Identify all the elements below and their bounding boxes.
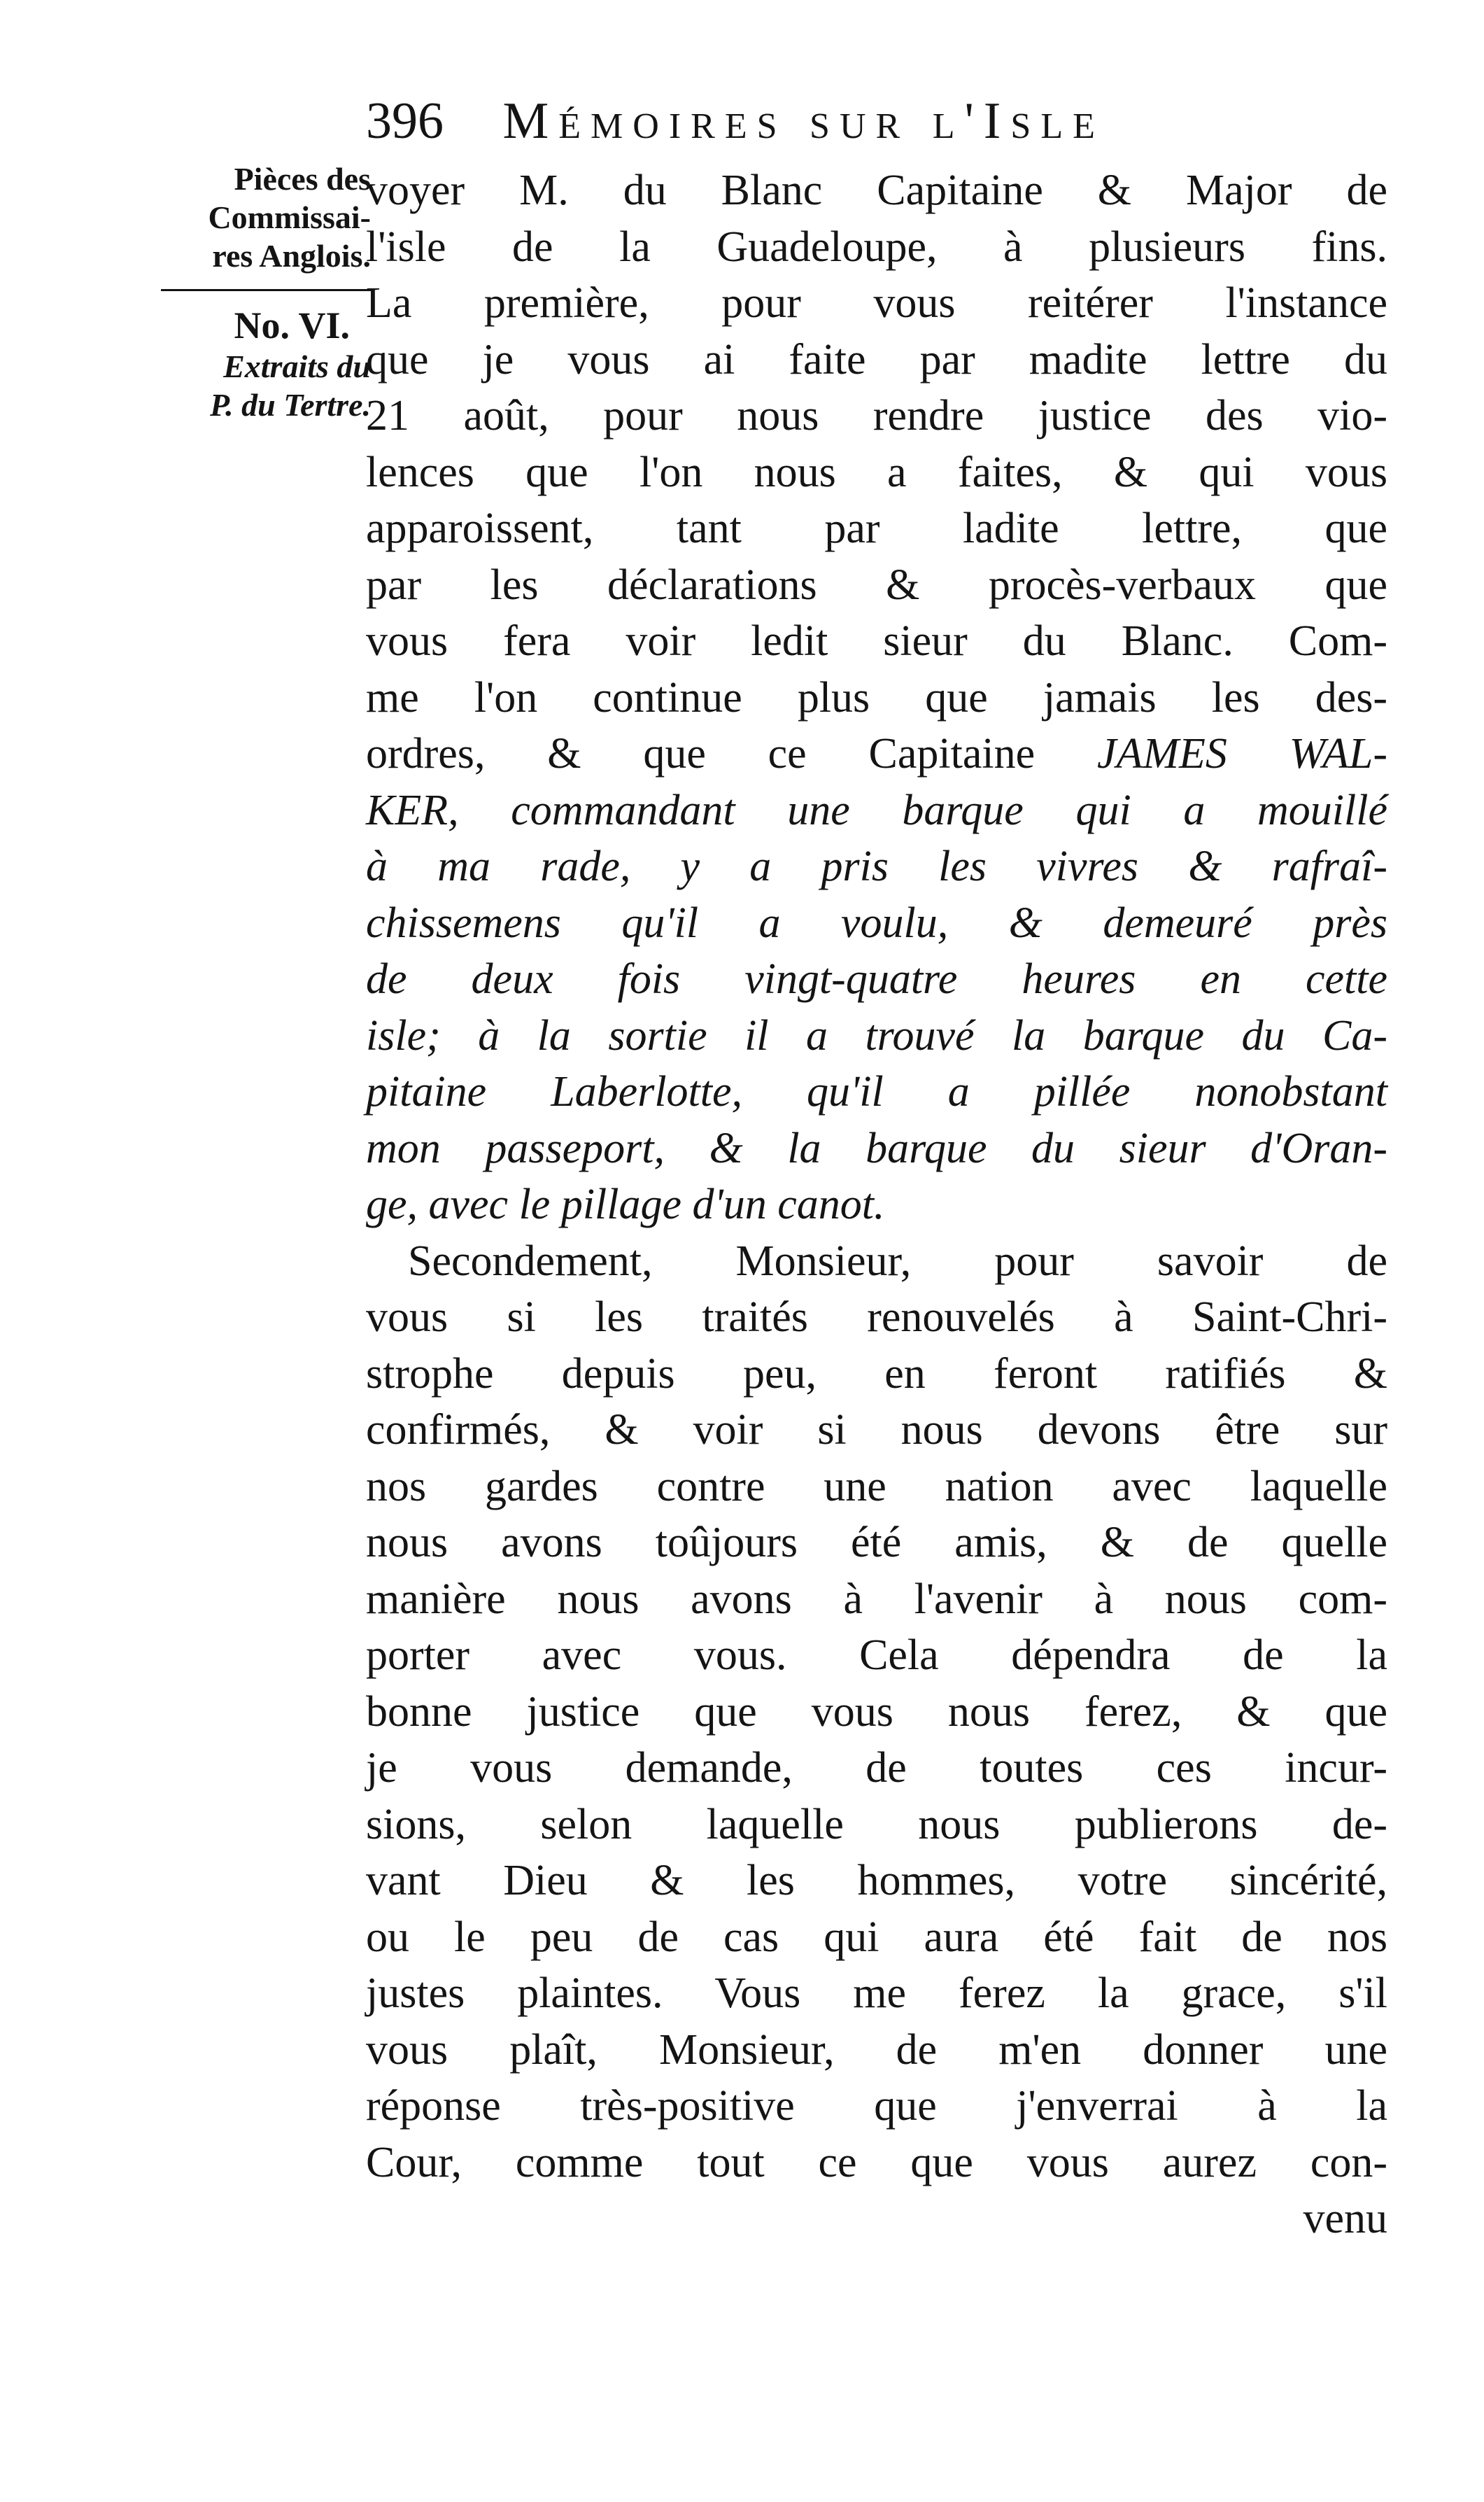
italic-text: à ma rade, y a pris les vivres & rafraî- xyxy=(366,843,1387,890)
text-line: réponse très-positive que j'enverrai à la xyxy=(366,2082,1387,2130)
margin-note-line: Pièces des xyxy=(234,161,371,197)
text-line: 21 août, pour nous rendre justice des vio- xyxy=(366,392,1387,440)
margin-notes xyxy=(63,160,371,424)
italic-text: KER, commandant une barque qui a mouillé xyxy=(366,786,1387,834)
text-line: je vous demande, de toutes ces incur- xyxy=(366,1744,1387,1792)
text-line: que je vous ai faite par madite lettre du xyxy=(366,335,1387,384)
italic-text: de deux fois vingt-quatre heures en cette xyxy=(366,955,1387,1003)
text-line: vous plaît, Monsieur, de m'en donner une xyxy=(366,2025,1387,2074)
text-line: Secondement, Monsieur, pour savoir de xyxy=(408,1237,1387,1285)
text-line-italic xyxy=(366,838,1387,895)
text-line: justes plaintes. Vous me ferez la grace, s'il xyxy=(366,1969,1387,2017)
italic-name: JAMES WAL- xyxy=(1096,730,1387,778)
text-line-italic xyxy=(366,1064,1387,1120)
italic-text: ge, avec le pillage d'un canot. xyxy=(366,1181,885,1228)
body-text xyxy=(366,162,1387,2247)
text-line: nos gardes contre une nation avec laquelle xyxy=(366,1462,1387,1510)
italic-text: pitaine Laberlotte, qu'il a pillée nonobstant xyxy=(366,1068,1387,1116)
text-line: voyer M. du Blanc Capitaine & Major de xyxy=(366,167,1387,214)
text-line: nous avons toûjours été amis, & de quelle xyxy=(366,1519,1387,1566)
text-line-italic xyxy=(366,782,1387,839)
running-head xyxy=(366,83,1387,160)
margin-rule xyxy=(161,289,371,291)
page-number: 396 xyxy=(366,92,444,150)
margin-note-line: Commissai- xyxy=(208,199,371,235)
text-line: me l'on continue plus que jamais les des- xyxy=(366,673,1387,722)
text-line-italic xyxy=(366,1120,1387,1177)
text-line: Cour, comme tout ce que vous aurez con- xyxy=(366,2138,1387,2186)
running-title: Mémoires sur l'Isle xyxy=(502,92,1105,150)
text-line: vous fera voir ledit sieur du Blanc. Com- xyxy=(366,617,1387,665)
text-line: La première, pour vous reitérer l'instance xyxy=(366,279,1387,327)
text-line: vant Dieu & les hommes, votre sincérité, xyxy=(366,1857,1387,1904)
text-line-italic xyxy=(366,1008,1387,1064)
text-line: par les déclarations & procès-verbaux que xyxy=(366,561,1387,609)
italic-text: chissemens qu'il a voulu, & demeuré près xyxy=(366,899,1387,947)
text-line: vous si les traités renouvelés à Saint-Chri- xyxy=(366,1293,1387,1341)
text-line-italic xyxy=(366,895,1387,952)
text-line: confirmés, & voir si nous devons être sur xyxy=(366,1406,1387,1454)
italic-text: mon passeport, & la barque du sieur d'Oran- xyxy=(366,1124,1387,1172)
text-line: porter avec vous. Cela dépendra de la xyxy=(366,1631,1387,1679)
italic-text: isle; à la sortie il a trouvé la barque du Ca- xyxy=(366,1011,1387,1060)
text-line: sions, selon laquelle nous publierons de- xyxy=(366,1800,1387,1848)
margin-note-source: P. du Tertre. xyxy=(209,387,371,423)
text-segment: ordres, & que ce Capitaine xyxy=(366,730,1036,778)
margin-note-line: res Anglois. xyxy=(212,238,371,274)
text-line-mixed xyxy=(366,726,1387,782)
text-line: strophe depuis peu, en feront ratifiés & xyxy=(366,1349,1387,1398)
text-line-italic xyxy=(366,951,1387,1008)
catchword: venu xyxy=(1303,2195,1387,2242)
text-line-italic xyxy=(366,1176,1387,1233)
text-line: apparoissent, tant par ladite lettre, que xyxy=(366,505,1387,552)
text-line: lences que l'on nous a faites, & qui vous xyxy=(366,448,1387,496)
text-line: manière nous avons à l'avenir à nous com- xyxy=(366,1575,1387,1623)
text-line: l'isle de la Guadeloupe, à plusieurs fins. xyxy=(366,223,1387,271)
margin-note-source: Extraits du xyxy=(223,349,371,384)
text-line: bonne justice que vous nous ferez, & que xyxy=(366,1687,1387,1736)
text-line: ou le peu de cas qui aura été fait de nos xyxy=(366,1913,1387,1961)
document-number: No. VI. xyxy=(234,304,350,346)
